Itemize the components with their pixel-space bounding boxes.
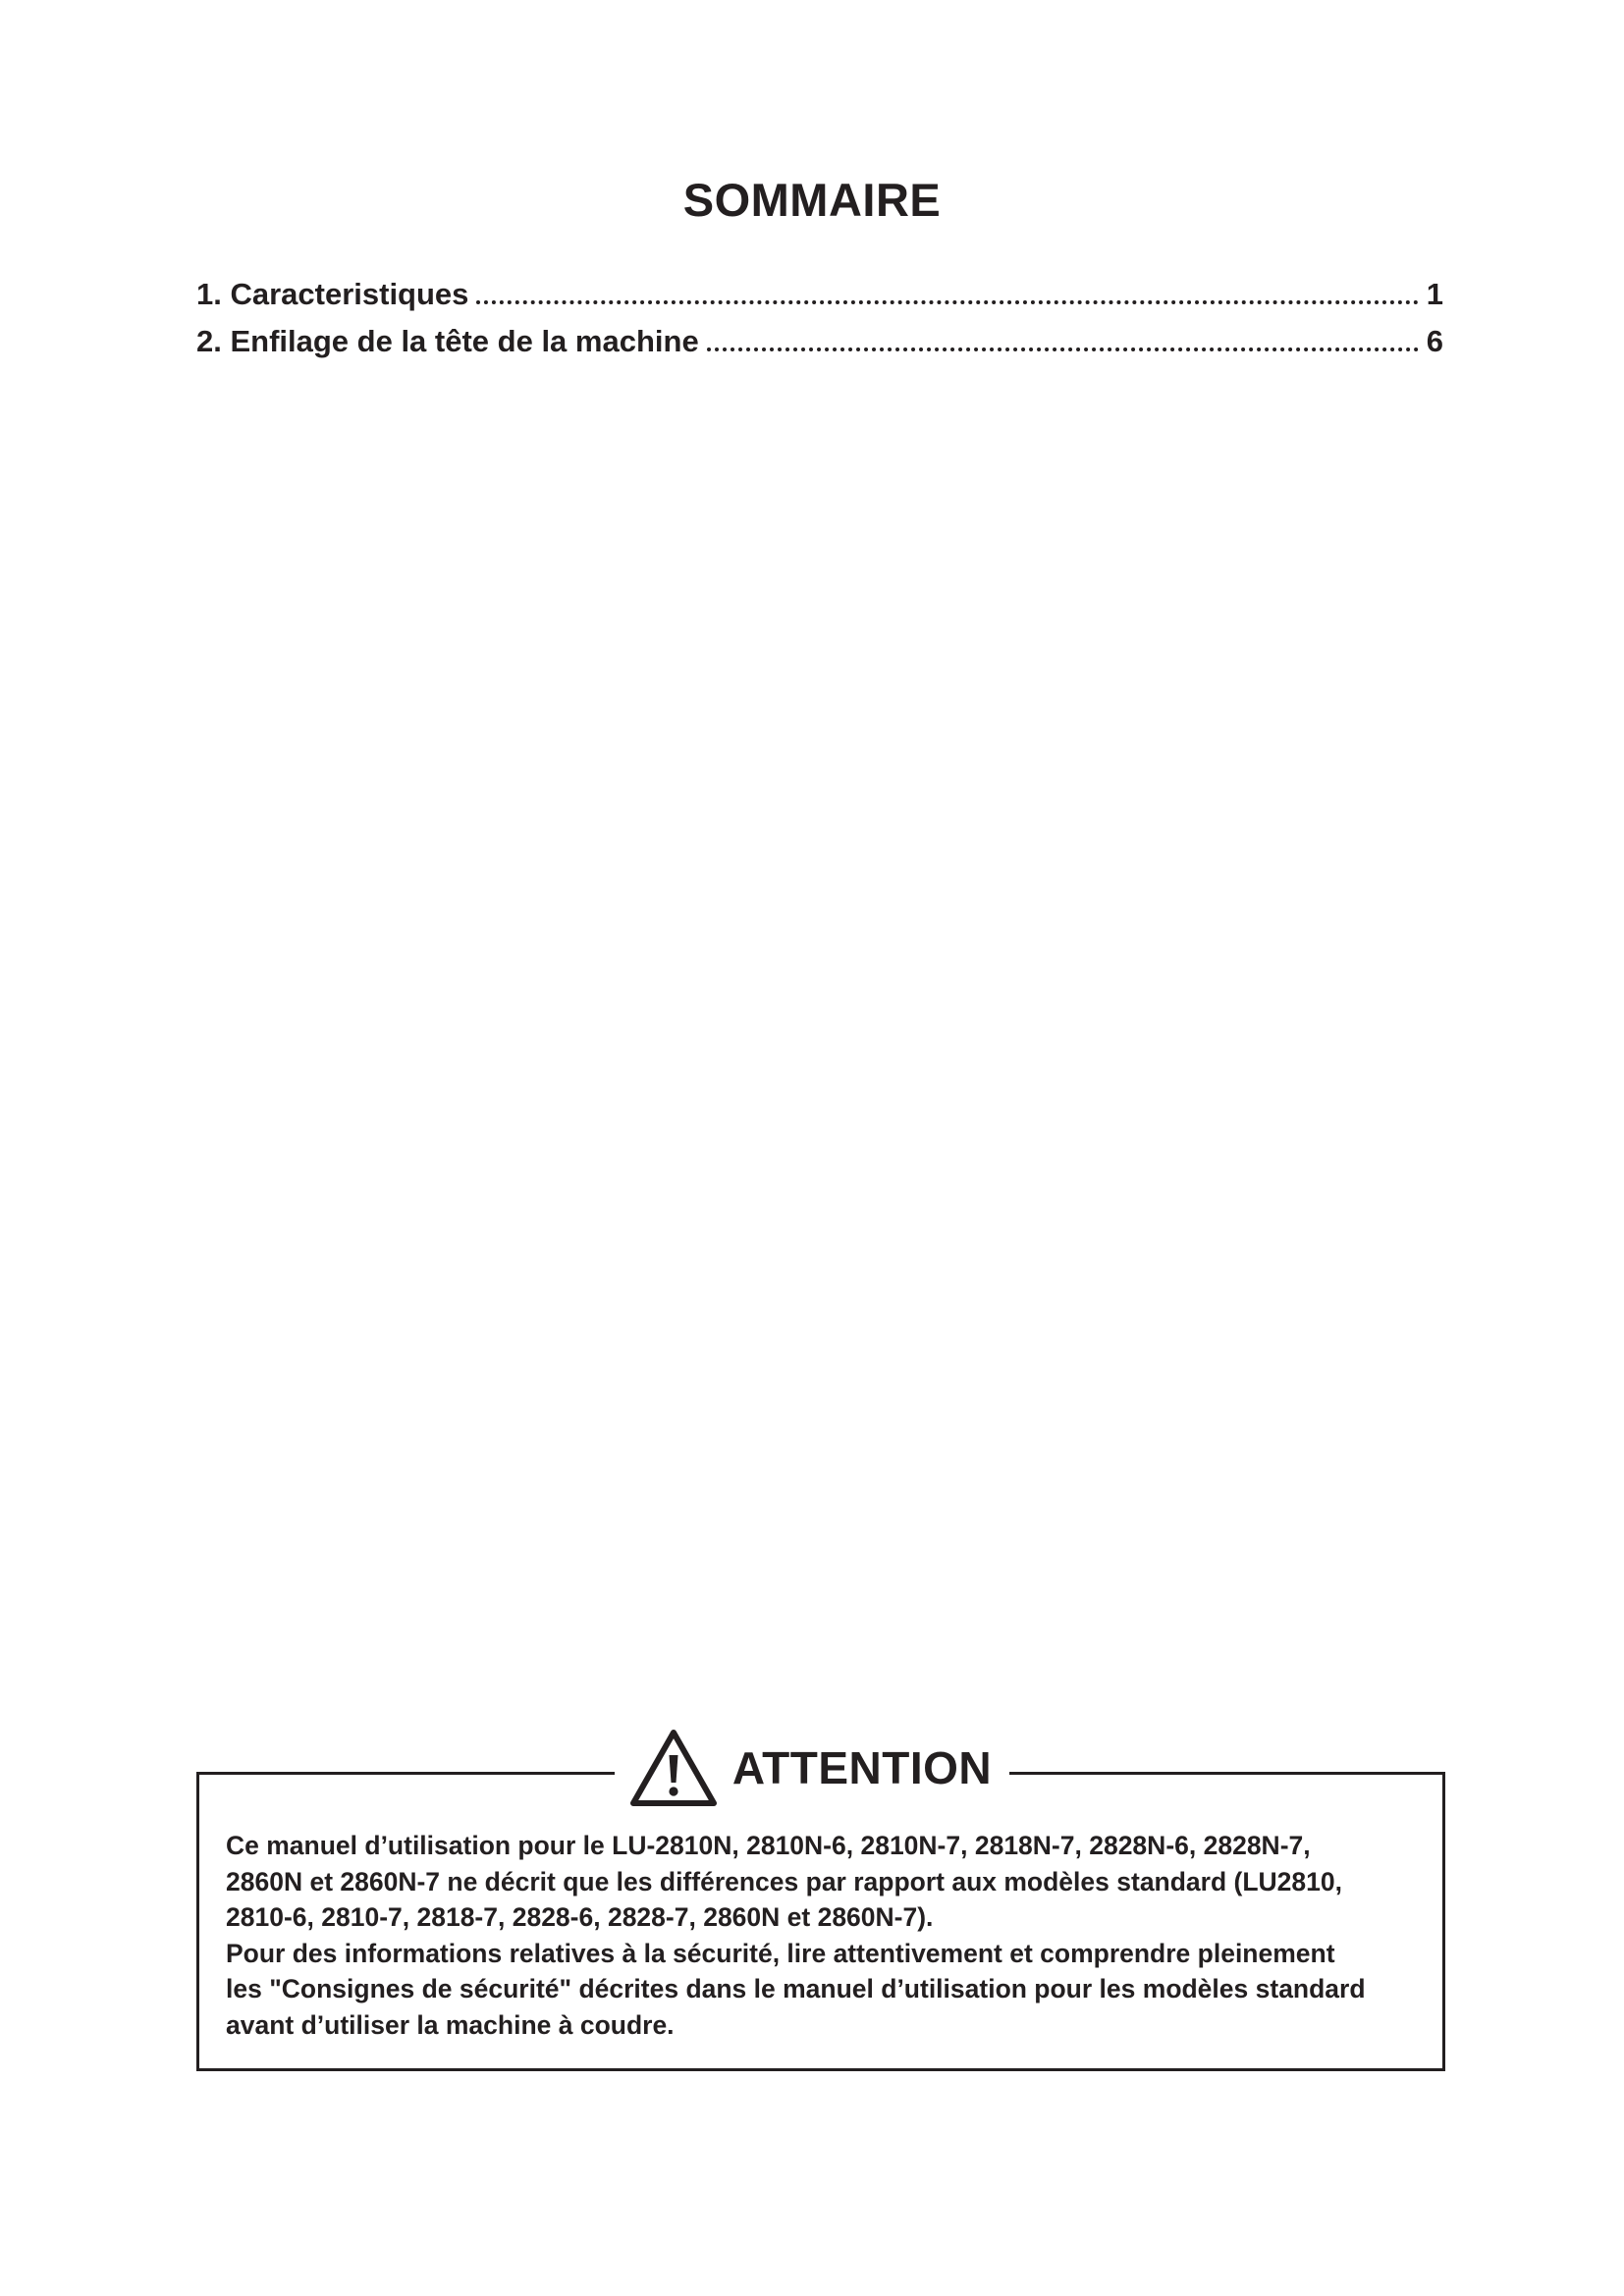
attention-line: avant d’utiliser la machine à coudre.	[226, 2009, 675, 2040]
toc-dot-leader	[476, 300, 1418, 304]
attention-line: les "Consignes de sécurité" décrites dans le manuel d’utilisation pour les modèles standard	[226, 1974, 1366, 2003]
toc-entry-enfilage[interactable]	[196, 324, 1443, 371]
toc-entry-label: 1. Caracteristiques	[196, 277, 469, 311]
toc-entry-page: 1	[1426, 277, 1443, 311]
page-title: SOMMAIRE	[682, 174, 942, 226]
toc-entry-label: 2. Enfilage de la tête de la machine	[196, 324, 699, 358]
attention-line: 2810-6, 2810-7, 2818-7, 2828-6, 2828-7, 2860N et 2860N-7).	[226, 1902, 934, 1932]
toc-entry-page: 6	[1426, 324, 1443, 358]
attention-title: ATTENTION	[731, 1742, 993, 1793]
attention-line: Pour des informations relatives à la sécurité, lire attentivement et comprendre pleinement	[226, 1938, 1335, 1968]
attention-line: 2860N et 2860N-7 ne décrit que les différences par rapport aux modèles standard (LU2810,	[226, 1866, 1342, 1896]
attention-header	[0, 1728, 1624, 1808]
toc-entry-caracteristiques[interactable]	[196, 277, 1443, 324]
warning-triangle-icon	[628, 1728, 719, 1808]
table-of-contents	[196, 277, 1443, 371]
attention-line: Ce manuel d’utilisation pour le LU-2810N, 2810N-6, 2810N-7, 2818N-7, 2828N-6, 2828N-7,	[226, 1831, 1311, 1860]
attention-text	[226, 1828, 1414, 2043]
toc-dot-leader	[707, 347, 1419, 351]
